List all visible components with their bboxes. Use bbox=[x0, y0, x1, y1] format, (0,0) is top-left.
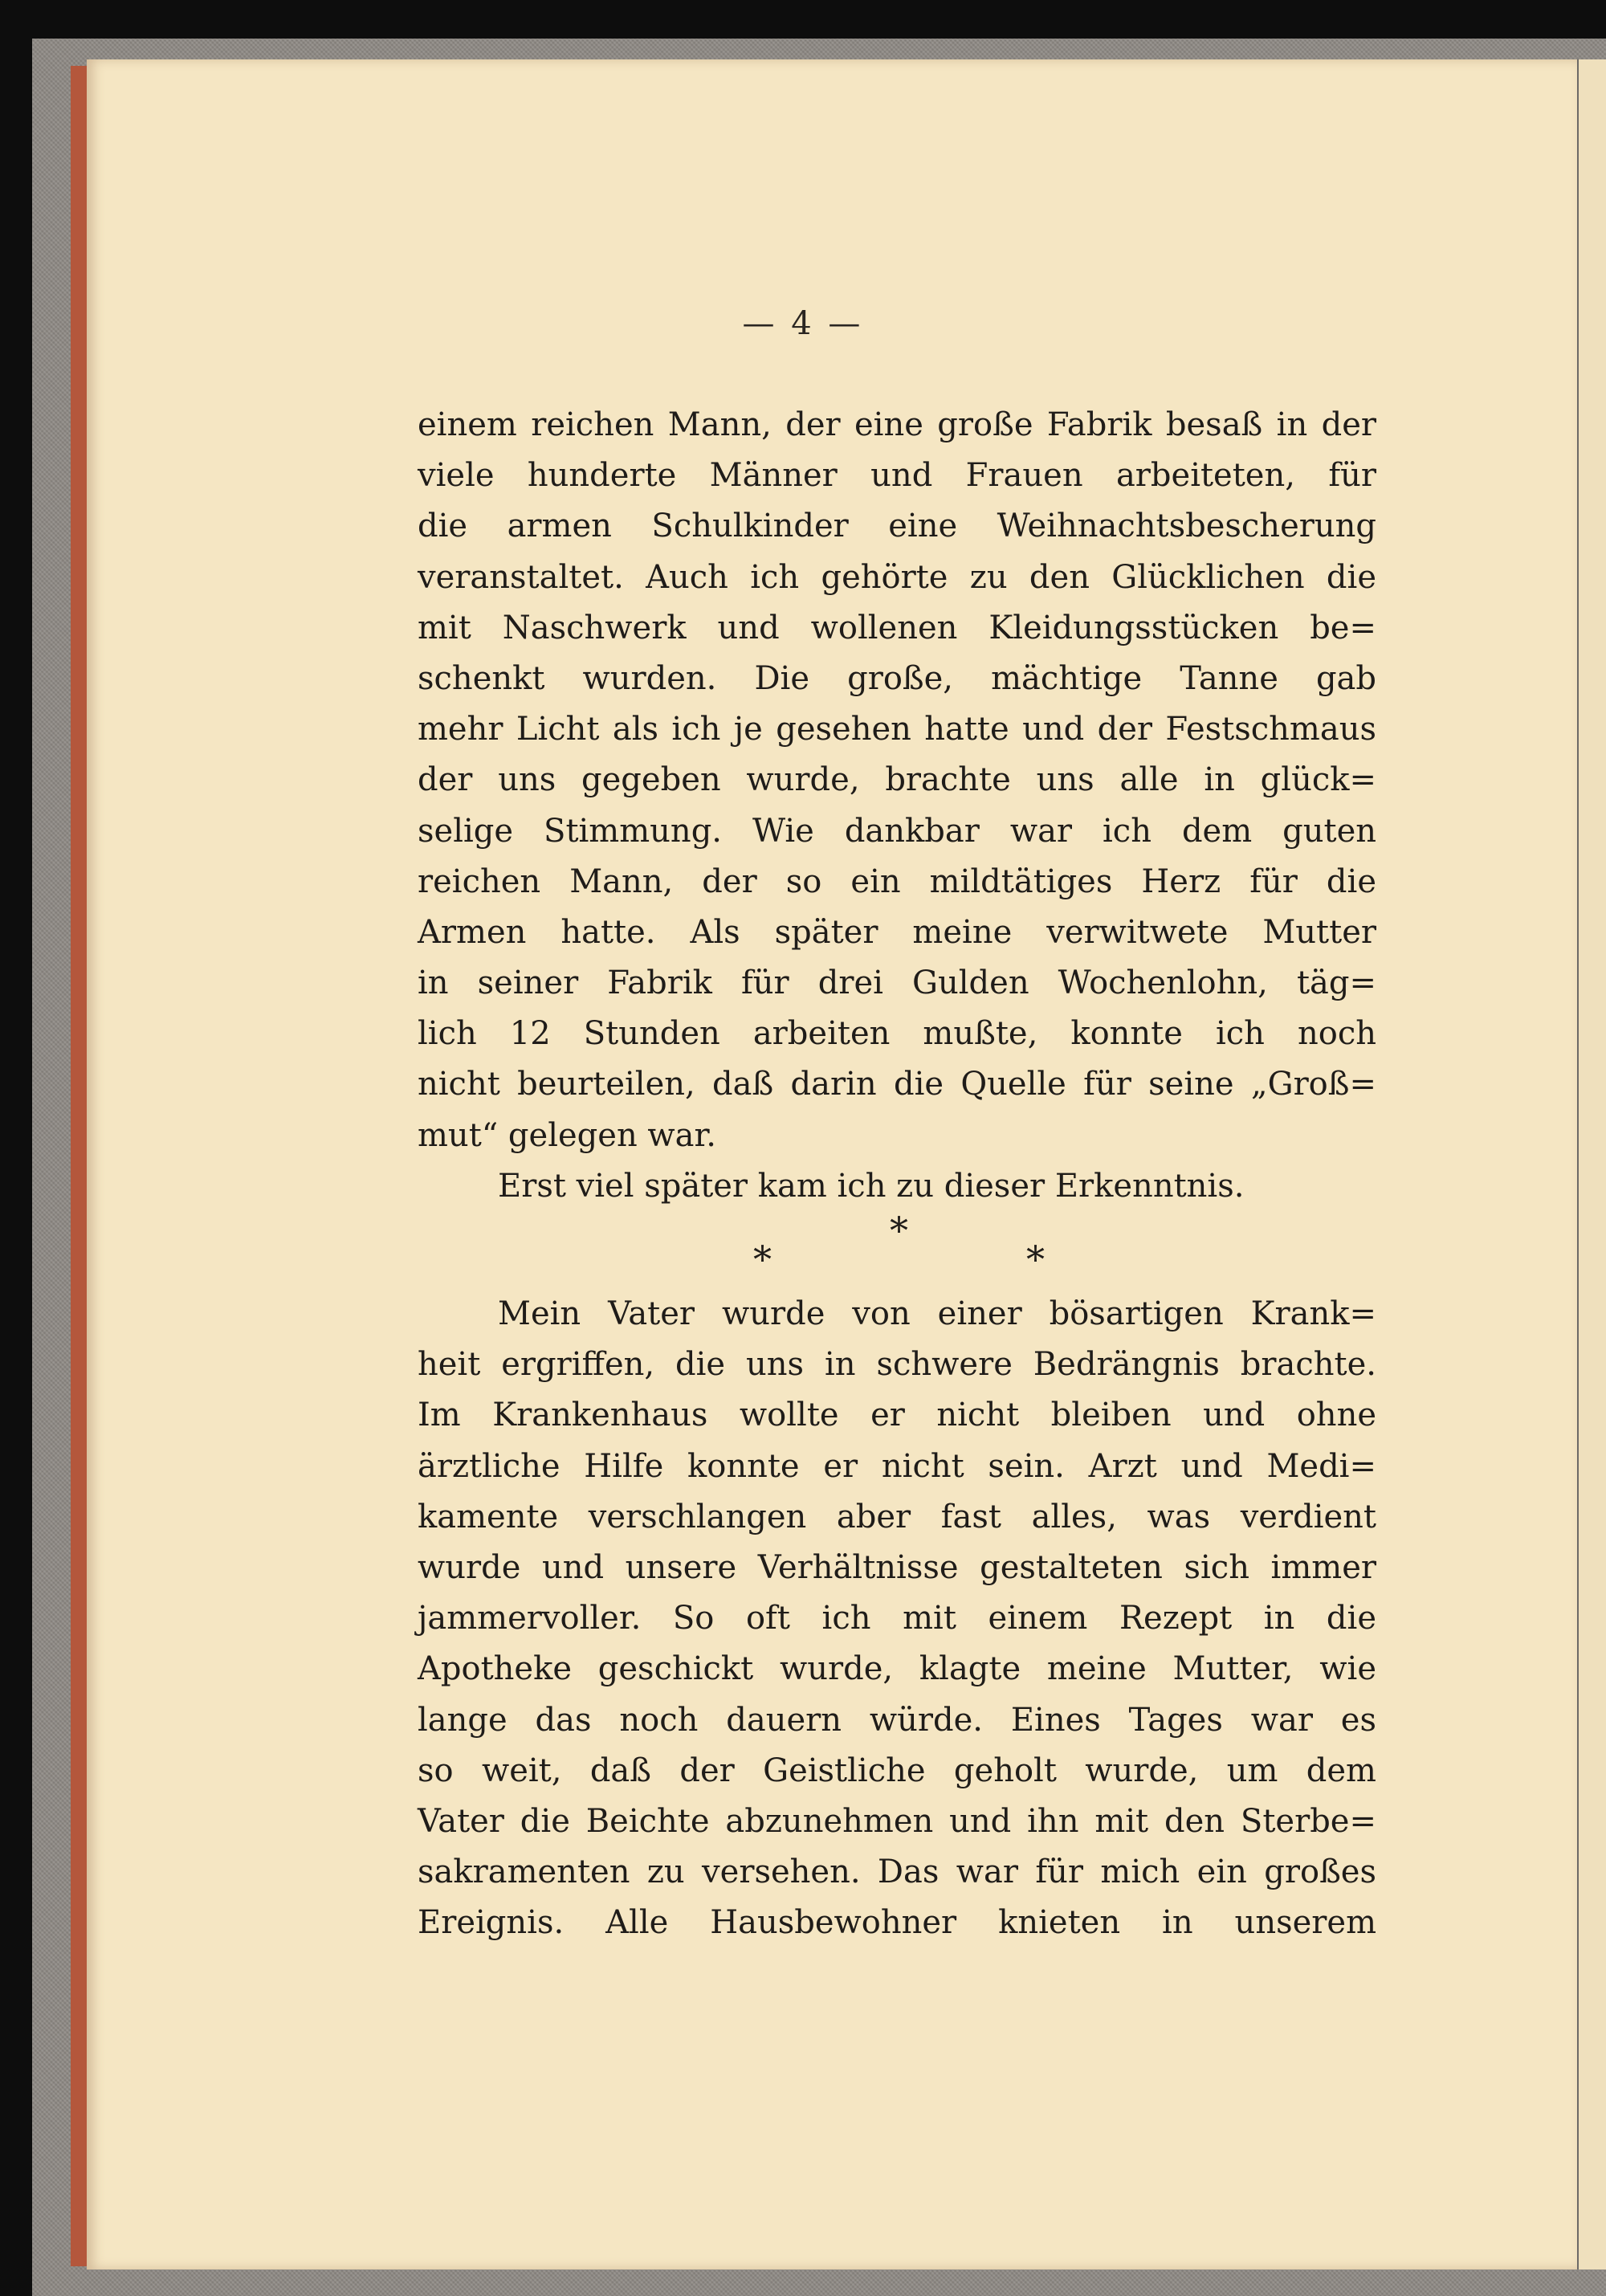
asterisk: * bbox=[890, 1209, 908, 1252]
paragraph bbox=[418, 1289, 1376, 1948]
paragraph bbox=[418, 1161, 1376, 1212]
text-line: mut“ gelegen war. bbox=[418, 1116, 716, 1154]
page-number: — 4 — bbox=[742, 305, 864, 342]
text-line: lange das noch dauern würde. Eines Tages war es bbox=[418, 1701, 1376, 1739]
text-line: mit Naschwerk und wollenen Kleidungsstücken be= bbox=[418, 609, 1376, 646]
text-line: die armen Schulkinder eine Weihnachtsbescherung bbox=[418, 508, 1376, 545]
asterisk: * bbox=[1026, 1238, 1045, 1281]
cover-edge bbox=[71, 66, 87, 2266]
text-line: selige Stimmung. Wie dankbar war ich dem guten bbox=[418, 812, 1376, 850]
text-line: viele hunderte Männer und Frauen arbeiteten, für bbox=[418, 457, 1376, 495]
text-line: lich 12 Stunden arbeiten mußte, konnte ich noch bbox=[418, 1015, 1376, 1053]
text-line: in seiner Fabrik für drei Gulden Wochenlohn, täg= bbox=[418, 964, 1376, 1002]
text-line: reichen Mann, der so ein mildtätiges Herz für die bbox=[418, 863, 1376, 900]
text-line: schenkt wurden. Die große, mächtige Tanne gab bbox=[418, 659, 1376, 697]
text-line: kamente verschlangen aber fast alles, was verdient bbox=[418, 1498, 1376, 1535]
asterisk: * bbox=[753, 1238, 772, 1281]
next-page-edge bbox=[1577, 59, 1606, 2269]
text-line: jammervoller. So oft ich mit einem Rezept in die bbox=[418, 1600, 1376, 1637]
text-line: nicht beurteilen, daß darin die Quelle für seine „Groß= bbox=[418, 1066, 1376, 1103]
text-line: heit ergriffen, die uns in schwere Bedrängnis brachte. bbox=[418, 1346, 1376, 1384]
text-line: Ereignis. Alle Hausbewohner knieten in unserem bbox=[418, 1904, 1376, 1942]
text-line: ärztliche Hilfe konnte er nicht sein. Arzt und Medi= bbox=[418, 1447, 1376, 1485]
text-line: veranstaltet. Auch ich gehörte zu den Glücklichen die bbox=[418, 558, 1376, 596]
text-line: Mein Vater wurde von einer bösartigen Krank= bbox=[498, 1295, 1376, 1332]
text-line: einem reichen Mann, der eine große Fabrik besaß in der bbox=[418, 406, 1376, 443]
text-line: wurde und unsere Verhältnisse gestalteten sich immer bbox=[418, 1548, 1376, 1586]
paragraph bbox=[418, 400, 1376, 1161]
text-line: Armen hatte. Als später meine verwitwete Mutter bbox=[418, 913, 1376, 951]
page-text bbox=[418, 400, 1376, 1948]
text-line: Apotheke geschickt wurde, klagte meine Mutter, wie bbox=[418, 1650, 1376, 1688]
text-line: sakramenten zu versehen. Das war für mich ein großes bbox=[418, 1854, 1376, 1891]
text-line: Im Krankenhaus wollte er nicht bleiben und ohne bbox=[418, 1397, 1376, 1434]
text-line: Erst viel später kam ich zu dieser Erkenntnis. bbox=[498, 1167, 1245, 1205]
section-separator bbox=[418, 1209, 1376, 1289]
text-line: mehr Licht als ich je gesehen hatte und der Festschmaus bbox=[418, 711, 1376, 748]
text-line: Vater die Beichte abzunehmen und ihn mit den Sterbe= bbox=[418, 1802, 1376, 1840]
text-line: der uns gegeben wurde, brachte uns alle in glück= bbox=[418, 761, 1376, 799]
text-line: so weit, daß der Geistliche geholt wurde, um dem bbox=[418, 1752, 1376, 1789]
